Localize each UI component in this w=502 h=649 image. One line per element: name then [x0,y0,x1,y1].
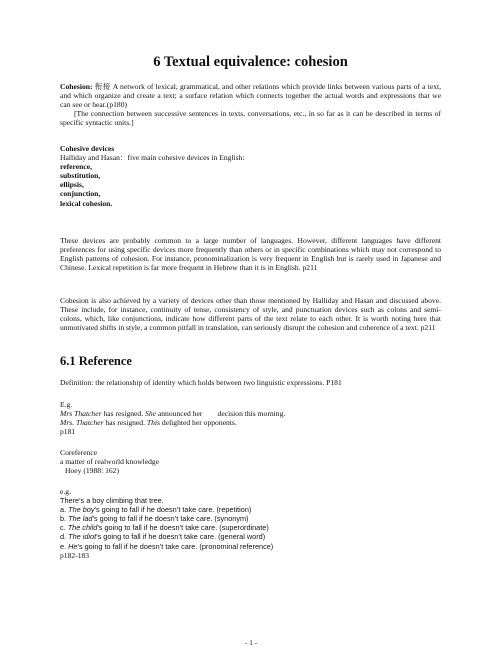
example-item: d. The idiot’s going to fall if he doesn’t take care. (general word) [60,532,266,542]
example-label: e.g. [60,487,71,496]
device-item: lexical cohesion. [60,198,113,208]
page-number: - 1 - [245,639,257,647]
device-item: reference, [60,162,92,172]
example-boy [60,487,441,560]
device-item: substitution, [60,171,101,181]
example-item: e. He’s going to fall if he doesn’t take care. (pronominal reference) [60,541,274,551]
paragraph-languages: These devices are probably common to a large number of languages. However, different languages have different preferences for using specific devices more frequently than others or in specific combinations which may not correspond to English patterns of cohesion. For instance, pronominalization is very frequent in English but is rarely used in Japanese and Chinese. Lexical repetition is far more frequent in Hebrew than it is in English. p211 [60,236,441,273]
example-intro: There’s a boy climbing that tree. [60,496,164,506]
devices-intro: Halliday and Hasan：five main cohesive devices in English: [60,153,245,163]
example-item: a. The boy’s going to fall if he doesn’t take care. (repetition) [60,505,252,515]
paragraph-other-devices: Cohesion is also achieved by a variety of devices other than those mentioned by Halliday and Hasan and discussed above. These include, for instance, continuity of tense, consistency of style, and punctuation devices such as colons and semi-colons, which, like conjunctions, indicate how different parts of the text relate to each other. It is worth noting here that unmotivated shifts in style, a common pitfall in translation, can seriously disrupt the cohesion and coherence of a text. p211 [60,296,441,333]
example-page-ref: p182-183 [60,550,90,560]
cohesion-text: A network of lexical, grammatical, and other relations which provide links between various parts of a text, and which organize and create a text; a surface relation which connects together the actual words and expressions that we can see or hear.(p180) [60,82,441,110]
reference-definition: Definition: the relationship of identity which holds between two linguistic expressions. P181 [60,378,342,387]
cohesion-chinese: 衔接 [94,82,111,91]
device-item: conjunction, [60,189,101,199]
cohesion-definition [60,82,441,127]
cohesive-devices [60,144,441,208]
cohesion-note: [The connection between successive sentences in texts, conversations, etc., in so far as it can be described in terms of specific syntactic units.] [60,109,441,128]
page-title: 6 Textual equivalence: cohesion [153,54,348,70]
section-heading-reference: 6.1 Reference [60,354,132,368]
cohesion-label: Cohesion: [60,82,93,91]
example-thatcher [60,400,441,436]
devices-heading: Cohesive devices [60,144,115,153]
example-line: Mrs Thatcher has resigned. She announced her decision this morning. [60,409,286,419]
example-page-ref: p181 [60,427,76,437]
example-line: Mrs. Thatcher has resigned. This delighted her opponents. [60,418,237,428]
coreference-citation: Hoey (1988: 162) [65,466,119,476]
example-label: E.g. [60,400,73,409]
device-item: ellipsis, [60,180,84,190]
example-item: c. The child’s going to fall if he doesn’t take care. (superordinate) [60,523,269,533]
coreference-line: a matter of realworld knowledge [60,457,160,467]
coreference-heading: Coreference [60,448,98,457]
coreference-block [60,448,441,475]
example-item: b. The lad’s going to fall if he doesn’t take care. (synonym) [60,514,249,524]
